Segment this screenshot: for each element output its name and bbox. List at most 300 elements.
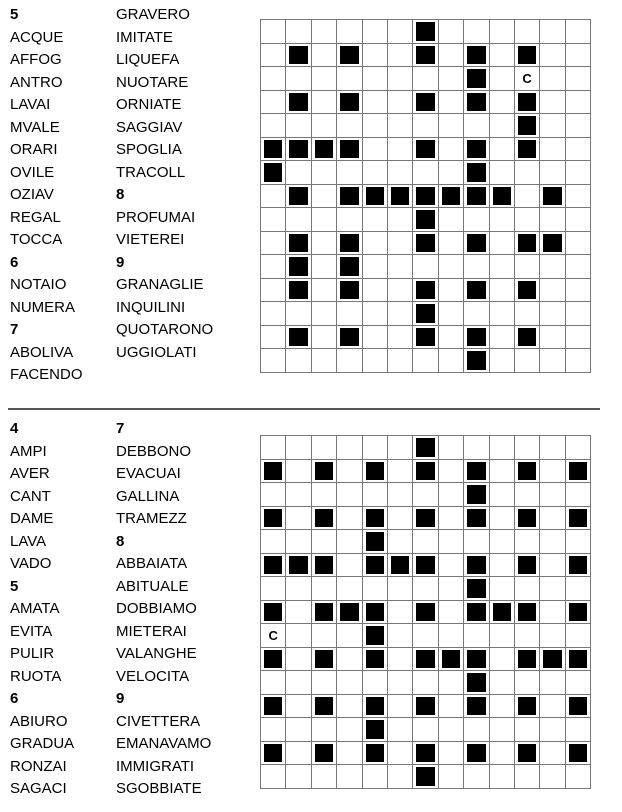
empty-cell[interactable] (540, 765, 565, 789)
empty-cell[interactable] (489, 302, 514, 326)
black-cell[interactable] (464, 278, 489, 302)
empty-cell[interactable] (489, 325, 514, 349)
empty-cell[interactable] (387, 114, 412, 138)
empty-cell[interactable] (489, 90, 514, 114)
black-cell[interactable] (413, 278, 438, 302)
black-cell[interactable] (387, 553, 412, 577)
black-cell[interactable] (464, 647, 489, 671)
empty-cell[interactable] (489, 647, 514, 671)
empty-cell[interactable] (413, 577, 438, 601)
empty-cell[interactable] (464, 20, 489, 44)
empty-cell[interactable] (261, 671, 286, 695)
black-cell[interactable] (540, 647, 565, 671)
empty-cell[interactable] (286, 302, 311, 326)
empty-cell[interactable] (311, 43, 336, 67)
empty-cell[interactable] (489, 483, 514, 507)
black-cell[interactable] (387, 184, 412, 208)
empty-cell[interactable] (540, 624, 565, 648)
empty-cell[interactable] (540, 161, 565, 185)
black-cell[interactable] (337, 184, 362, 208)
black-cell[interactable] (565, 741, 590, 765)
black-cell[interactable] (514, 325, 539, 349)
empty-cell[interactable] (261, 255, 286, 279)
black-cell[interactable] (413, 325, 438, 349)
black-cell[interactable] (514, 506, 539, 530)
black-cell[interactable] (261, 553, 286, 577)
empty-cell[interactable] (514, 208, 539, 232)
black-cell[interactable] (362, 647, 387, 671)
black-cell[interactable] (286, 231, 311, 255)
empty-cell[interactable] (387, 459, 412, 483)
black-cell[interactable] (362, 624, 387, 648)
black-cell[interactable] (514, 137, 539, 161)
black-cell[interactable] (565, 459, 590, 483)
empty-cell[interactable] (540, 208, 565, 232)
empty-cell[interactable] (261, 349, 286, 373)
empty-cell[interactable] (286, 694, 311, 718)
empty-cell[interactable] (261, 577, 286, 601)
black-cell[interactable] (311, 600, 336, 624)
black-cell[interactable] (514, 459, 539, 483)
empty-cell[interactable] (387, 741, 412, 765)
empty-cell[interactable] (387, 647, 412, 671)
black-cell[interactable] (413, 459, 438, 483)
black-cell[interactable] (565, 506, 590, 530)
empty-cell[interactable] (565, 530, 590, 554)
empty-cell[interactable] (438, 483, 463, 507)
empty-cell[interactable] (438, 231, 463, 255)
black-cell[interactable] (286, 325, 311, 349)
empty-cell[interactable] (387, 530, 412, 554)
empty-cell[interactable] (261, 43, 286, 67)
empty-cell[interactable] (413, 161, 438, 185)
empty-cell[interactable] (565, 20, 590, 44)
empty-cell[interactable] (540, 43, 565, 67)
black-cell[interactable] (261, 506, 286, 530)
empty-cell[interactable] (489, 553, 514, 577)
empty-cell[interactable] (311, 349, 336, 373)
empty-cell[interactable] (362, 208, 387, 232)
empty-cell[interactable] (311, 577, 336, 601)
empty-cell[interactable] (362, 255, 387, 279)
empty-cell[interactable] (261, 231, 286, 255)
empty-cell[interactable] (489, 459, 514, 483)
black-cell[interactable] (311, 647, 336, 671)
black-cell[interactable] (261, 459, 286, 483)
empty-cell[interactable] (540, 137, 565, 161)
empty-cell[interactable] (438, 506, 463, 530)
empty-cell[interactable] (413, 530, 438, 554)
empty-cell[interactable] (464, 624, 489, 648)
black-cell[interactable] (413, 90, 438, 114)
black-cell[interactable] (286, 553, 311, 577)
empty-cell[interactable] (565, 718, 590, 742)
empty-cell[interactable] (387, 67, 412, 91)
empty-cell[interactable] (565, 483, 590, 507)
empty-cell[interactable] (438, 90, 463, 114)
black-cell[interactable] (464, 137, 489, 161)
empty-cell[interactable] (387, 436, 412, 460)
empty-cell[interactable] (489, 577, 514, 601)
black-cell[interactable] (565, 647, 590, 671)
empty-cell[interactable] (387, 600, 412, 624)
empty-cell[interactable] (438, 137, 463, 161)
empty-cell[interactable] (311, 67, 336, 91)
empty-cell[interactable] (540, 600, 565, 624)
empty-cell[interactable] (489, 624, 514, 648)
empty-cell[interactable] (438, 624, 463, 648)
black-cell[interactable] (261, 694, 286, 718)
empty-cell[interactable] (387, 718, 412, 742)
empty-cell[interactable] (362, 278, 387, 302)
empty-cell[interactable] (489, 208, 514, 232)
black-cell[interactable] (489, 600, 514, 624)
empty-cell[interactable] (540, 483, 565, 507)
empty-cell[interactable] (489, 718, 514, 742)
empty-cell[interactable] (540, 349, 565, 373)
empty-cell[interactable] (261, 20, 286, 44)
empty-cell[interactable] (286, 506, 311, 530)
empty-cell[interactable] (337, 530, 362, 554)
empty-cell[interactable] (311, 278, 336, 302)
empty-cell[interactable] (337, 765, 362, 789)
black-cell[interactable] (565, 694, 590, 718)
empty-cell[interactable] (565, 161, 590, 185)
black-cell[interactable] (413, 553, 438, 577)
black-cell[interactable] (464, 577, 489, 601)
empty-cell[interactable] (565, 43, 590, 67)
empty-cell[interactable] (565, 255, 590, 279)
empty-cell[interactable] (387, 483, 412, 507)
black-cell[interactable] (261, 161, 286, 185)
empty-cell[interactable] (286, 436, 311, 460)
black-cell[interactable] (464, 671, 489, 695)
black-cell[interactable] (514, 600, 539, 624)
black-cell[interactable] (438, 184, 463, 208)
empty-cell[interactable] (464, 302, 489, 326)
empty-cell[interactable] (286, 718, 311, 742)
empty-cell[interactable] (514, 624, 539, 648)
empty-cell[interactable] (514, 577, 539, 601)
black-cell[interactable] (464, 231, 489, 255)
empty-cell[interactable] (565, 208, 590, 232)
empty-cell[interactable] (337, 67, 362, 91)
empty-cell[interactable] (489, 67, 514, 91)
black-cell[interactable] (413, 741, 438, 765)
black-cell[interactable] (286, 184, 311, 208)
black-cell[interactable] (311, 741, 336, 765)
letter-cell[interactable]: C (261, 624, 286, 648)
empty-cell[interactable] (514, 718, 539, 742)
black-cell[interactable] (311, 459, 336, 483)
empty-cell[interactable] (464, 255, 489, 279)
empty-cell[interactable] (286, 114, 311, 138)
empty-cell[interactable] (540, 255, 565, 279)
black-cell[interactable] (337, 231, 362, 255)
black-cell[interactable] (261, 741, 286, 765)
empty-cell[interactable] (540, 530, 565, 554)
empty-cell[interactable] (261, 436, 286, 460)
empty-cell[interactable] (261, 302, 286, 326)
empty-cell[interactable] (565, 671, 590, 695)
empty-cell[interactable] (540, 459, 565, 483)
black-cell[interactable] (464, 506, 489, 530)
black-cell[interactable] (286, 255, 311, 279)
empty-cell[interactable] (362, 67, 387, 91)
empty-cell[interactable] (362, 161, 387, 185)
empty-cell[interactable] (540, 741, 565, 765)
black-cell[interactable] (540, 231, 565, 255)
empty-cell[interactable] (489, 765, 514, 789)
empty-cell[interactable] (362, 577, 387, 601)
empty-cell[interactable] (311, 231, 336, 255)
empty-cell[interactable] (438, 114, 463, 138)
black-cell[interactable] (464, 161, 489, 185)
empty-cell[interactable] (489, 436, 514, 460)
empty-cell[interactable] (311, 255, 336, 279)
empty-cell[interactable] (387, 624, 412, 648)
empty-cell[interactable] (337, 553, 362, 577)
empty-cell[interactable] (387, 278, 412, 302)
empty-cell[interactable] (565, 765, 590, 789)
empty-cell[interactable] (489, 530, 514, 554)
empty-cell[interactable] (337, 349, 362, 373)
black-cell[interactable] (413, 184, 438, 208)
black-cell[interactable] (362, 459, 387, 483)
empty-cell[interactable] (565, 577, 590, 601)
empty-cell[interactable] (489, 255, 514, 279)
empty-cell[interactable] (311, 436, 336, 460)
empty-cell[interactable] (311, 671, 336, 695)
empty-cell[interactable] (565, 114, 590, 138)
empty-cell[interactable] (362, 349, 387, 373)
empty-cell[interactable] (540, 90, 565, 114)
empty-cell[interactable] (489, 278, 514, 302)
empty-cell[interactable] (438, 600, 463, 624)
empty-cell[interactable] (337, 436, 362, 460)
empty-cell[interactable] (311, 530, 336, 554)
empty-cell[interactable] (438, 741, 463, 765)
black-cell[interactable] (413, 436, 438, 460)
black-cell[interactable] (464, 184, 489, 208)
black-cell[interactable] (362, 600, 387, 624)
empty-cell[interactable] (464, 718, 489, 742)
empty-cell[interactable] (438, 302, 463, 326)
empty-cell[interactable] (438, 671, 463, 695)
empty-cell[interactable] (261, 90, 286, 114)
black-cell[interactable] (337, 325, 362, 349)
empty-cell[interactable] (540, 436, 565, 460)
black-cell[interactable] (464, 694, 489, 718)
black-cell[interactable] (413, 765, 438, 789)
empty-cell[interactable] (438, 349, 463, 373)
empty-cell[interactable] (438, 208, 463, 232)
black-cell[interactable] (464, 600, 489, 624)
empty-cell[interactable] (413, 671, 438, 695)
black-cell[interactable] (311, 137, 336, 161)
empty-cell[interactable] (362, 114, 387, 138)
empty-cell[interactable] (540, 553, 565, 577)
empty-cell[interactable] (337, 577, 362, 601)
empty-cell[interactable] (362, 302, 387, 326)
black-cell[interactable] (565, 600, 590, 624)
empty-cell[interactable] (514, 349, 539, 373)
empty-cell[interactable] (565, 67, 590, 91)
empty-cell[interactable] (286, 624, 311, 648)
empty-cell[interactable] (489, 137, 514, 161)
empty-cell[interactable] (438, 161, 463, 185)
black-cell[interactable] (464, 483, 489, 507)
empty-cell[interactable] (286, 208, 311, 232)
black-cell[interactable] (514, 694, 539, 718)
empty-cell[interactable] (489, 161, 514, 185)
empty-cell[interactable] (514, 161, 539, 185)
empty-cell[interactable] (286, 161, 311, 185)
black-cell[interactable] (413, 506, 438, 530)
empty-cell[interactable] (337, 718, 362, 742)
empty-cell[interactable] (413, 255, 438, 279)
empty-cell[interactable] (565, 184, 590, 208)
empty-cell[interactable] (387, 349, 412, 373)
empty-cell[interactable] (438, 577, 463, 601)
empty-cell[interactable] (311, 624, 336, 648)
empty-cell[interactable] (261, 765, 286, 789)
empty-cell[interactable] (387, 506, 412, 530)
black-cell[interactable] (311, 506, 336, 530)
empty-cell[interactable] (489, 349, 514, 373)
empty-cell[interactable] (438, 43, 463, 67)
black-cell[interactable] (261, 647, 286, 671)
empty-cell[interactable] (362, 436, 387, 460)
black-cell[interactable] (464, 90, 489, 114)
empty-cell[interactable] (337, 694, 362, 718)
empty-cell[interactable] (464, 765, 489, 789)
empty-cell[interactable] (438, 530, 463, 554)
empty-cell[interactable] (387, 208, 412, 232)
empty-cell[interactable] (489, 20, 514, 44)
empty-cell[interactable] (261, 184, 286, 208)
empty-cell[interactable] (362, 43, 387, 67)
empty-cell[interactable] (540, 302, 565, 326)
empty-cell[interactable] (311, 114, 336, 138)
empty-cell[interactable] (514, 184, 539, 208)
empty-cell[interactable] (337, 671, 362, 695)
empty-cell[interactable] (565, 436, 590, 460)
empty-cell[interactable] (565, 349, 590, 373)
empty-cell[interactable] (286, 483, 311, 507)
black-cell[interactable] (413, 302, 438, 326)
empty-cell[interactable] (337, 459, 362, 483)
black-cell[interactable] (337, 137, 362, 161)
empty-cell[interactable] (337, 506, 362, 530)
empty-cell[interactable] (387, 137, 412, 161)
black-cell[interactable] (514, 231, 539, 255)
empty-cell[interactable] (387, 161, 412, 185)
empty-cell[interactable] (540, 694, 565, 718)
empty-cell[interactable] (540, 278, 565, 302)
empty-cell[interactable] (337, 208, 362, 232)
empty-cell[interactable] (489, 43, 514, 67)
empty-cell[interactable] (387, 255, 412, 279)
empty-cell[interactable] (514, 20, 539, 44)
empty-cell[interactable] (337, 161, 362, 185)
black-cell[interactable] (261, 600, 286, 624)
black-cell[interactable] (514, 647, 539, 671)
empty-cell[interactable] (286, 20, 311, 44)
empty-cell[interactable] (438, 278, 463, 302)
black-cell[interactable] (438, 647, 463, 671)
empty-cell[interactable] (413, 718, 438, 742)
letter-cell[interactable]: C (514, 67, 539, 91)
empty-cell[interactable] (565, 325, 590, 349)
empty-cell[interactable] (387, 231, 412, 255)
empty-cell[interactable] (337, 624, 362, 648)
empty-cell[interactable] (261, 278, 286, 302)
black-cell[interactable] (464, 325, 489, 349)
black-cell[interactable] (464, 43, 489, 67)
empty-cell[interactable] (261, 483, 286, 507)
empty-cell[interactable] (362, 325, 387, 349)
empty-cell[interactable] (286, 349, 311, 373)
black-cell[interactable] (413, 647, 438, 671)
empty-cell[interactable] (438, 553, 463, 577)
empty-cell[interactable] (286, 67, 311, 91)
empty-cell[interactable] (387, 694, 412, 718)
black-cell[interactable] (413, 208, 438, 232)
empty-cell[interactable] (489, 671, 514, 695)
empty-cell[interactable] (362, 483, 387, 507)
black-cell[interactable] (362, 718, 387, 742)
black-cell[interactable] (464, 741, 489, 765)
empty-cell[interactable] (286, 530, 311, 554)
black-cell[interactable] (413, 694, 438, 718)
empty-cell[interactable] (387, 671, 412, 695)
empty-cell[interactable] (464, 114, 489, 138)
empty-cell[interactable] (565, 624, 590, 648)
empty-cell[interactable] (387, 765, 412, 789)
black-cell[interactable] (514, 553, 539, 577)
empty-cell[interactable] (489, 114, 514, 138)
empty-cell[interactable] (286, 741, 311, 765)
empty-cell[interactable] (311, 208, 336, 232)
black-cell[interactable] (286, 137, 311, 161)
empty-cell[interactable] (540, 718, 565, 742)
empty-cell[interactable] (540, 114, 565, 138)
empty-cell[interactable] (337, 114, 362, 138)
black-cell[interactable] (514, 90, 539, 114)
black-cell[interactable] (514, 43, 539, 67)
empty-cell[interactable] (261, 325, 286, 349)
black-cell[interactable] (362, 694, 387, 718)
empty-cell[interactable] (514, 483, 539, 507)
empty-cell[interactable] (489, 506, 514, 530)
empty-cell[interactable] (540, 577, 565, 601)
black-cell[interactable] (337, 90, 362, 114)
black-cell[interactable] (311, 694, 336, 718)
black-cell[interactable] (413, 20, 438, 44)
empty-cell[interactable] (362, 765, 387, 789)
empty-cell[interactable] (540, 20, 565, 44)
empty-cell[interactable] (387, 325, 412, 349)
empty-cell[interactable] (565, 231, 590, 255)
black-cell[interactable] (464, 349, 489, 373)
empty-cell[interactable] (311, 161, 336, 185)
empty-cell[interactable] (311, 302, 336, 326)
empty-cell[interactable] (387, 43, 412, 67)
empty-cell[interactable] (489, 694, 514, 718)
empty-cell[interactable] (311, 184, 336, 208)
empty-cell[interactable] (438, 765, 463, 789)
